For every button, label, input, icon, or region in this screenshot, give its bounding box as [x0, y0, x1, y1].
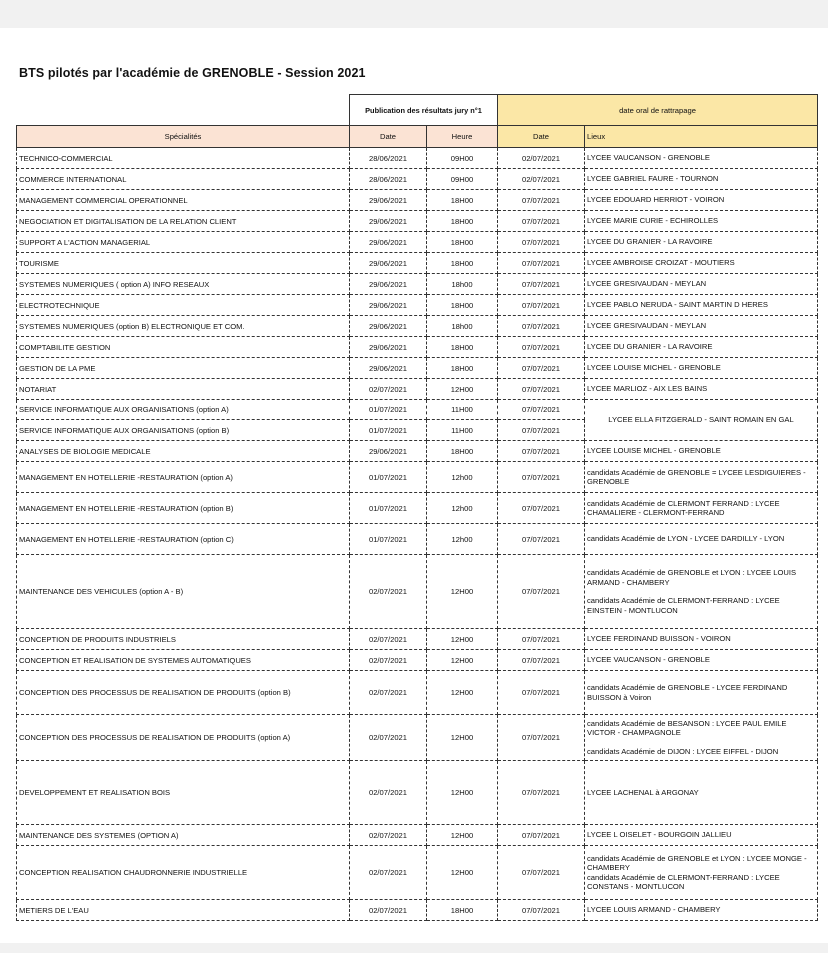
- publication-heure-cell: 12H00: [427, 825, 498, 846]
- specialite-cell: CONCEPTION ET REALISATION DE SYSTEMES AUTOMATIQUES: [17, 650, 350, 671]
- publication-heure-cell: 18H00: [427, 337, 498, 358]
- column-header-heure: Heure: [427, 126, 498, 148]
- oral-date-cell: 07/07/2021: [498, 825, 585, 846]
- oral-date-cell: 07/07/2021: [498, 400, 585, 420]
- column-header-date-oral: Date: [498, 126, 585, 148]
- table-row: [17, 493, 818, 524]
- lieu-cell: [585, 671, 818, 715]
- lieu-cell: [585, 524, 818, 555]
- publication-heure-cell: 11H00: [427, 400, 498, 420]
- lieu-text: LYCEE GRESIVAUDAN - MEYLAN: [587, 279, 707, 289]
- lieu-text: LYCEE L OISELET - BOURGOIN JALLIEU: [587, 830, 732, 840]
- oral-date-cell: 07/07/2021: [498, 253, 585, 274]
- publication-date-cell: 29/06/2021: [350, 295, 427, 316]
- lieu-cell: [585, 295, 818, 316]
- lieu-cell: [585, 190, 818, 211]
- publication-date-cell: 02/07/2021: [350, 846, 427, 900]
- specialite-cell: SYSTEMES NUMERIQUES ( option A) INFO RESEAUX: [17, 274, 350, 295]
- publication-date-cell: 02/07/2021: [350, 671, 427, 715]
- publication-date-cell: 28/06/2021: [350, 148, 427, 169]
- specialite-cell: METIERS DE L'EAU: [17, 900, 350, 921]
- publication-heure-cell: 12h00: [427, 524, 498, 555]
- lieu-cell: [585, 274, 818, 295]
- table-row: [17, 316, 818, 337]
- lieu-cell: [585, 379, 818, 400]
- specialite-cell: ELECTROTECHNIQUE: [17, 295, 350, 316]
- lieu-cell: [585, 316, 818, 337]
- lieu-cell: [585, 462, 818, 493]
- column-header-specialites: Spécialités: [17, 126, 350, 148]
- specialite-cell: SUPPORT A L'ACTION MANAGERIAL: [17, 232, 350, 253]
- publication-date-cell: 02/07/2021: [350, 715, 427, 761]
- publication-date-cell: 29/06/2021: [350, 358, 427, 379]
- table-row: [17, 462, 818, 493]
- publication-date-cell: 02/07/2021: [350, 629, 427, 650]
- publication-heure-cell: 18H00: [427, 211, 498, 232]
- column-header-lieux: Lieux: [585, 126, 818, 148]
- publication-heure-cell: 18H00: [427, 358, 498, 379]
- oral-date-cell: 07/07/2021: [498, 232, 585, 253]
- publication-heure-cell: 12H00: [427, 715, 498, 761]
- publication-date-cell: 01/07/2021: [350, 420, 427, 441]
- lieu-cell: [585, 169, 818, 190]
- lieu-text: LYCEE VAUCANSON - GRENOBLE: [587, 153, 710, 163]
- lieu-cell: [585, 400, 818, 441]
- publication-heure-cell: 12H00: [427, 761, 498, 825]
- lieu-cell: [585, 441, 818, 462]
- publication-date-cell: 29/06/2021: [350, 441, 427, 462]
- publication-heure-cell: 12H00: [427, 629, 498, 650]
- publication-heure-cell: 09H00: [427, 148, 498, 169]
- specialite-cell: CONCEPTION DES PROCESSUS DE REALISATION DE PRODUITS (option B): [17, 671, 350, 715]
- oral-date-cell: 07/07/2021: [498, 379, 585, 400]
- lieu-text: LYCEE MARLIOZ - AIX LES BAINS: [587, 384, 708, 394]
- publication-date-cell: 28/06/2021: [350, 169, 427, 190]
- lieu-text: LYCEE LOUISE MICHEL - GRENOBLE: [587, 446, 721, 456]
- oral-date-cell: 02/07/2021: [498, 148, 585, 169]
- table-row: [17, 715, 818, 761]
- table-row: [17, 169, 818, 190]
- specialite-cell: SYSTEMES NUMERIQUES (option B) ELECTRONIQUE ET COM.: [17, 316, 350, 337]
- table-row: [17, 825, 818, 846]
- oral-date-cell: 07/07/2021: [498, 846, 585, 900]
- publication-heure-cell: 18H00: [427, 900, 498, 921]
- publication-date-cell: 29/06/2021: [350, 316, 427, 337]
- lieu-text: LYCEE ELLA FITZGERALD - SAINT ROMAIN EN GAL: [608, 415, 794, 425]
- publication-date-cell: 01/07/2021: [350, 524, 427, 555]
- specialite-cell: SERVICE INFORMATIQUE AUX ORGANISATIONS (option A): [17, 400, 350, 420]
- lieu-cell: [585, 493, 818, 524]
- publication-heure-cell: 12h00: [427, 493, 498, 524]
- publication-date-cell: 02/07/2021: [350, 555, 427, 629]
- rattrapage-group-header: date oral de rattrapage: [498, 95, 818, 126]
- lieu-text: LYCEE VAUCANSON - GRENOBLE: [587, 655, 710, 665]
- lieu-cell: [585, 232, 818, 253]
- publication-group-header: Publication des résultats jury n°1: [350, 95, 498, 126]
- empty-corner-cell: [17, 95, 350, 126]
- lieu-text: LYCEE DU GRANIER - LA RAVOIRE: [587, 342, 713, 352]
- publication-heure-cell: 18H00: [427, 190, 498, 211]
- oral-date-cell: 07/07/2021: [498, 462, 585, 493]
- specialite-cell: TECHNICO-COMMERCIAL: [17, 148, 350, 169]
- document-page: [0, 28, 828, 943]
- lieu-text: candidats Académie de LYON - LYCEE DARDILLY - LYON: [587, 534, 785, 544]
- table-row: [17, 274, 818, 295]
- specialite-cell: COMMERCE INTERNATIONAL: [17, 169, 350, 190]
- oral-date-cell: 07/07/2021: [498, 524, 585, 555]
- lieu-cell: [585, 358, 818, 379]
- table-row: [17, 295, 818, 316]
- publication-date-cell: 01/07/2021: [350, 400, 427, 420]
- oral-date-cell: 07/07/2021: [498, 295, 585, 316]
- table-row: [17, 190, 818, 211]
- lieu-text: LYCEE LOUIS ARMAND - CHAMBERY: [587, 905, 721, 915]
- publication-heure-cell: 12H00: [427, 650, 498, 671]
- publication-date-cell: 02/07/2021: [350, 761, 427, 825]
- publication-heure-cell: 18H00: [427, 441, 498, 462]
- publication-date-cell: 01/07/2021: [350, 493, 427, 524]
- lieu-text: LYCEE MARIE CURIE - ECHIROLLES: [587, 216, 719, 226]
- publication-date-cell: 29/06/2021: [350, 337, 427, 358]
- column-header-row: [17, 126, 818, 148]
- publication-date-cell: 29/06/2021: [350, 190, 427, 211]
- specialite-cell: SERVICE INFORMATIQUE AUX ORGANISATIONS (option B): [17, 420, 350, 441]
- specialite-cell: MANAGEMENT EN HOTELLERIE -RESTAURATION (option B): [17, 493, 350, 524]
- lieu-text: LYCEE DU GRANIER - LA RAVOIRE: [587, 237, 713, 247]
- table-row: [17, 555, 818, 629]
- oral-date-cell: 07/07/2021: [498, 358, 585, 379]
- table-row: [17, 441, 818, 462]
- lieu-text: candidats Académie de CLERMONT FERRAND : LYCEE CHAMALIERE - CLERMONT-FERRAND: [587, 498, 780, 517]
- publication-date-cell: 29/06/2021: [350, 253, 427, 274]
- publication-date-cell: 01/07/2021: [350, 462, 427, 493]
- specialite-cell: COMPTABILITE GESTION: [17, 337, 350, 358]
- publication-heure-cell: 12H00: [427, 846, 498, 900]
- table-row: [17, 761, 818, 825]
- oral-date-cell: 02/07/2021: [498, 169, 585, 190]
- table-row: [17, 337, 818, 358]
- lieu-text: candidats Académie de GRENOBLE = LYCEE LESDIGUIERES - GRENOBLE: [587, 467, 806, 486]
- table-row: [17, 379, 818, 400]
- lieu-text: LYCEE FERDINAND BUISSON - VOIRON: [587, 634, 731, 644]
- lieu-spacer: [587, 738, 815, 747]
- lieu-cell: [585, 253, 818, 274]
- publication-heure-cell: 09H00: [427, 169, 498, 190]
- specialite-cell: MANAGEMENT EN HOTELLERIE -RESTAURATION (option C): [17, 524, 350, 555]
- oral-date-cell: 07/07/2021: [498, 274, 585, 295]
- lieu-cell: [585, 650, 818, 671]
- lieu-spacer: [587, 587, 815, 596]
- table-row: [17, 650, 818, 671]
- lieu-cell: [585, 900, 818, 921]
- oral-date-cell: 07/07/2021: [498, 493, 585, 524]
- table-row: [17, 253, 818, 274]
- specialite-cell: MANAGEMENT COMMERCIAL OPERATIONNEL: [17, 190, 350, 211]
- lieu-cell: [585, 555, 818, 629]
- specialite-cell: TOURISME: [17, 253, 350, 274]
- oral-date-cell: 07/07/2021: [498, 671, 585, 715]
- publication-date-cell: 02/07/2021: [350, 379, 427, 400]
- specialite-cell: GESTION DE LA PME: [17, 358, 350, 379]
- publication-date-cell: 02/07/2021: [350, 650, 427, 671]
- lieu-text: LYCEE AMBROISE CROIZAT - MOUTIERS: [587, 258, 735, 268]
- lieu-text: LYCEE LACHENAL à ARGONAY: [587, 787, 699, 797]
- lieu-cell: [585, 211, 818, 232]
- table-row: [17, 900, 818, 921]
- lieu-cell: [585, 337, 818, 358]
- specialite-cell: NOTARIAT: [17, 379, 350, 400]
- specialite-cell: MAINTENANCE DES VEHICULES (option A - B): [17, 555, 350, 629]
- table-row: [17, 671, 818, 715]
- oral-date-cell: 07/07/2021: [498, 555, 585, 629]
- publication-date-cell: 29/06/2021: [350, 211, 427, 232]
- group-header-row: [17, 95, 818, 126]
- table-row: [17, 232, 818, 253]
- publication-heure-cell: 18H00: [427, 232, 498, 253]
- lieu-text: candidats Académie de CLERMONT-FERRAND : LYCEE EINSTEIN - MONTLUCON: [587, 596, 780, 615]
- lieu-cell: [585, 846, 818, 900]
- oral-date-cell: 07/07/2021: [498, 441, 585, 462]
- publication-heure-cell: 12H00: [427, 671, 498, 715]
- specialite-cell: CONCEPTION DE PRODUITS INDUSTRIELS: [17, 629, 350, 650]
- table-row: [17, 400, 818, 420]
- oral-date-cell: 07/07/2021: [498, 761, 585, 825]
- lieu-text: candidats Académie de GRENOBLE et LYON : LYCEE MONGE - CHAMBERY: [587, 853, 807, 872]
- oral-date-cell: 07/07/2021: [498, 420, 585, 441]
- oral-date-cell: 07/07/2021: [498, 211, 585, 232]
- oral-date-cell: 07/07/2021: [498, 900, 585, 921]
- specialite-cell: NEGOCIATION ET DIGITALISATION DE LA RELATION CLIENT: [17, 211, 350, 232]
- lieu-cell: [585, 825, 818, 846]
- lieu-cell: [585, 629, 818, 650]
- column-header-date: Date: [350, 126, 427, 148]
- table-row: [17, 211, 818, 232]
- publication-heure-cell: 18H00: [427, 295, 498, 316]
- publication-heure-cell: 18h00: [427, 274, 498, 295]
- lieu-cell: [585, 715, 818, 761]
- oral-date-cell: 07/07/2021: [498, 715, 585, 761]
- oral-date-cell: 07/07/2021: [498, 629, 585, 650]
- publication-heure-cell: 18H00: [427, 253, 498, 274]
- lieu-text: candidats Académie de DIJON : LYCEE EIFFEL - DIJON: [587, 746, 779, 756]
- publication-heure-cell: 18h00: [427, 316, 498, 337]
- oral-date-cell: 07/07/2021: [498, 337, 585, 358]
- publication-heure-cell: 11H00: [427, 420, 498, 441]
- lieu-text: candidats Académie de BESANSON : LYCEE PAUL EMILE VICTOR - CHAMPAGNOLE: [587, 718, 787, 738]
- table-row: [17, 629, 818, 650]
- lieu-cell: [585, 148, 818, 169]
- table-row: [17, 524, 818, 555]
- lieu-text: LYCEE PABLO NERUDA - SAINT MARTIN D HERES: [587, 300, 768, 310]
- publication-heure-cell: 12h00: [427, 462, 498, 493]
- lieu-cell: [585, 761, 818, 825]
- specialite-cell: MANAGEMENT EN HOTELLERIE -RESTAURATION (option A): [17, 462, 350, 493]
- publication-date-cell: 29/06/2021: [350, 232, 427, 253]
- table-row: [17, 358, 818, 379]
- publication-date-cell: 02/07/2021: [350, 900, 427, 921]
- lieu-text: LYCEE GABRIEL FAURE - TOURNON: [587, 174, 719, 184]
- schedule-table: [16, 94, 818, 921]
- lieu-text: candidats Académie de GRENOBLE et LYON : LYCEE LOUIS ARMAND - CHAMBERY: [587, 568, 797, 587]
- specialite-cell: CONCEPTION REALISATION CHAUDRONNERIE INDUSTRIELLE: [17, 846, 350, 900]
- specialite-cell: DEVELOPPEMENT ET REALISATION BOIS: [17, 761, 350, 825]
- table-row: [17, 846, 818, 900]
- specialite-cell: MAINTENANCE DES SYSTEMES (OPTION A): [17, 825, 350, 846]
- lieu-text: LYCEE LOUISE MICHEL - GRENOBLE: [587, 363, 721, 373]
- document-title: BTS pilotés par l'académie de GRENOBLE - Session 2021: [19, 66, 366, 80]
- lieu-text: candidats Académie de GRENOBLE - LYCEE FERDINAND BUISSON à Voiron: [587, 683, 788, 702]
- publication-date-cell: 02/07/2021: [350, 825, 427, 846]
- specialite-cell: ANALYSES DE BIOLOGIE MEDICALE: [17, 441, 350, 462]
- oral-date-cell: 07/07/2021: [498, 650, 585, 671]
- publication-heure-cell: 12H00: [427, 555, 498, 629]
- publication-heure-cell: 12H00: [427, 379, 498, 400]
- oral-date-cell: 07/07/2021: [498, 190, 585, 211]
- lieu-text: candidats Académie de CLERMONT-FERRAND : LYCEE CONSTANS - MONTLUCON: [587, 872, 780, 891]
- table-row: [17, 148, 818, 169]
- lieu-text: LYCEE GRESIVAUDAN - MEYLAN: [587, 321, 707, 331]
- specialite-cell: CONCEPTION DES PROCESSUS DE REALISATION DE PRODUITS (option A): [17, 715, 350, 761]
- oral-date-cell: 07/07/2021: [498, 316, 585, 337]
- publication-date-cell: 29/06/2021: [350, 274, 427, 295]
- lieu-text: LYCEE EDOUARD HERRIOT - VOIRON: [587, 195, 725, 205]
